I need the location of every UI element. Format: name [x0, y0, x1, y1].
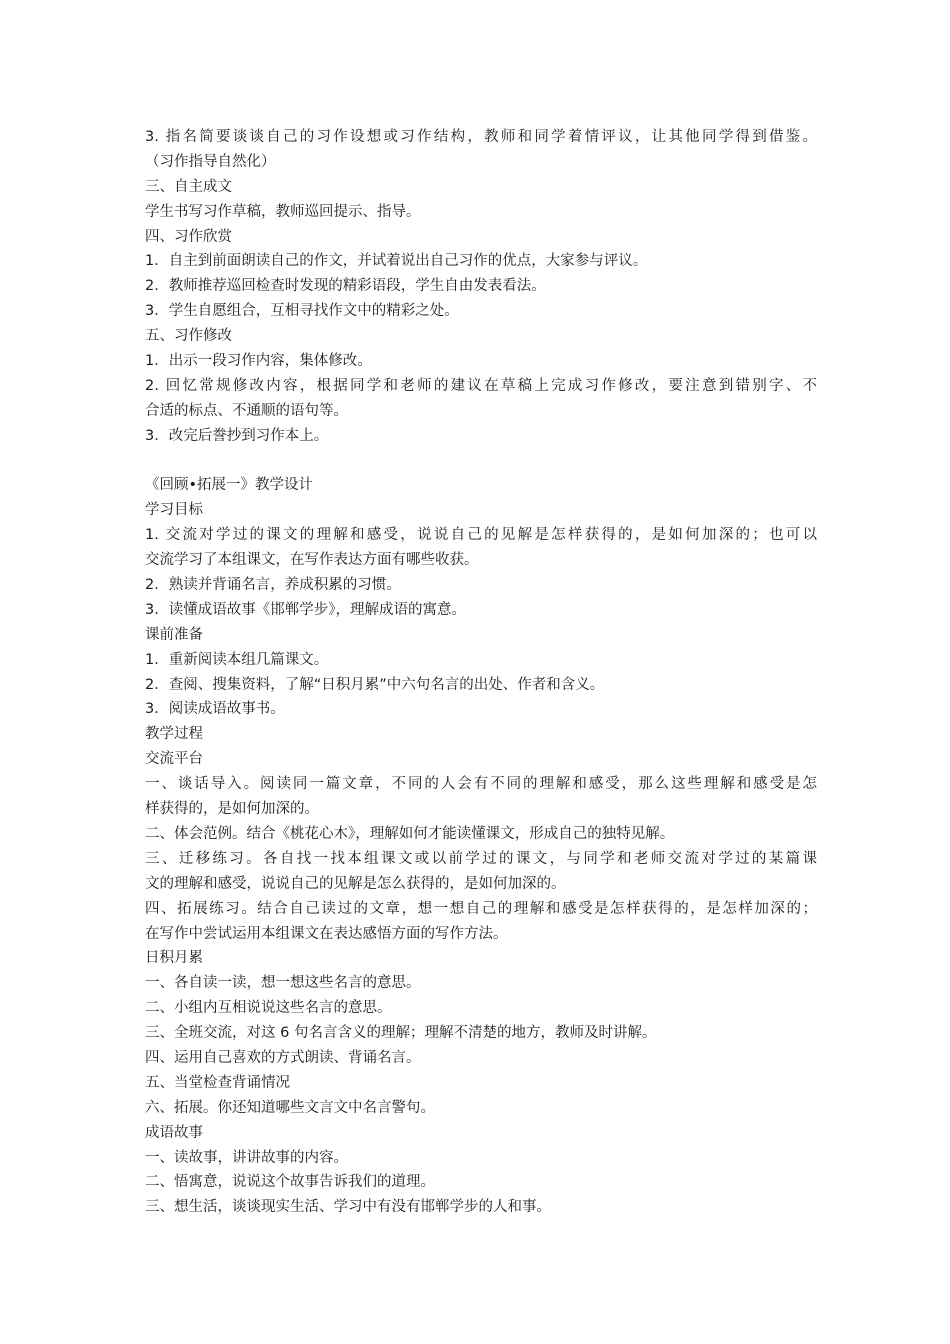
text-line: 合适的标点、不通顺的语句等。: [145, 402, 348, 419]
list-item: 2．熟读并背诵名言，养成积累的习惯。: [145, 577, 401, 594]
list-item: 1．重新阅读本组几篇课文。: [145, 651, 329, 668]
list-item: 六、拓展。你还知道哪些文言文中名言警句。: [145, 1099, 435, 1116]
text-line: 学生书写习作草稿，教师巡回提示、指导。: [145, 203, 421, 220]
list-item: 二、体会范例。结合《桃花心木》，理解如何才能读懂课文，形成自己的独特见解。: [145, 825, 675, 842]
list-item: 1．自主到前面朗读自己的作文，并试着说出自己习作的优点，大家参与评议。: [145, 253, 648, 270]
list-item: 3．阅读成语故事书。: [145, 701, 285, 718]
list-item: 2．查阅、搜集资料，了解“日积月累”中六句名言的出处、作者和含义。: [145, 676, 605, 693]
list-item: 三、想生活，谈谈现实生活、学习中有没有邯郸学步的人和事。: [145, 1199, 551, 1216]
list-item: 1．出示一段习作内容，集体修改。: [145, 353, 372, 370]
text-line: （习作指导自然化）: [145, 153, 276, 170]
list-item: 三、迁移练习。各自找一找本组课文或以前学过的课文，与同学和老师交流对学过的某篇课: [145, 850, 817, 867]
section-heading: 日积月累: [145, 950, 203, 967]
text-line: 交流学习了本组课文，在写作表达方面有哪些收获。: [145, 552, 479, 569]
list-item: 1. 交流对学过的课文的理解和感受，说说自己的见解是怎样获得的，是如何加深的；也可以: [145, 527, 817, 544]
list-item: 一、谈话导入。阅读同一篇文章，不同的人会有不同的理解和感受，那么这些理解和感受是怎: [145, 776, 817, 793]
list-item: 二、小组内互相说说这些名言的意思。: [145, 1000, 392, 1017]
list-item: 3．学生自愿组合，互相寻找作文中的精彩之处。: [145, 303, 459, 320]
list-item: 一、读故事，讲讲故事的内容。: [145, 1149, 348, 1166]
document-title: 《回顾•拓展一》教学设计: [145, 477, 314, 494]
section-heading: 课前准备: [145, 626, 203, 643]
text-line: 样获得的，是如何加深的。: [145, 801, 319, 818]
list-item: 3．改完后誊抄到习作本上。: [145, 427, 329, 444]
section-heading: 教学过程: [145, 726, 203, 743]
section-heading: 成语故事: [145, 1124, 203, 1141]
list-item: 3．读懂成语故事《邯郸学步》，理解成语的寓意。: [145, 601, 466, 618]
text-line: 3. 指名简要谈谈自己的习作设想或习作结构，教师和同学着情评议，让其他同学得到借鉴。: [145, 129, 817, 145]
list-item: 一、各自读一读，想一想这些名言的意思。: [145, 975, 421, 992]
list-item: 四、运用自己喜欢的方式朗读、背诵名言。: [145, 1049, 421, 1066]
section-heading: 学习目标: [145, 502, 203, 519]
list-item: 2．教师推荐巡回检查时发现的精彩语段，学生自由发表看法。: [145, 278, 546, 295]
section-heading: 五、习作修改: [145, 328, 232, 345]
text-line: 文的理解和感受，说说自己的见解是怎么获得的，是如何加深的。: [145, 875, 566, 892]
section-heading: 四、习作欣赏: [145, 228, 232, 245]
document-page: [145, 125, 817, 1220]
list-item: 二、悟寓意，说说这个故事告诉我们的道理。: [145, 1174, 435, 1191]
blank-line: [145, 449, 817, 474]
list-item: 三、全班交流，对这 6 句名言含义的理解；理解不清楚的地方，教师及时讲解。: [145, 1025, 657, 1042]
section-heading: 交流平台: [145, 751, 203, 768]
list-item: 2. 回忆常规修改内容，根据同学和老师的建议在草稿上完成习作修改，要注意到错别字、不: [145, 377, 817, 394]
text-line: 在写作中尝试运用本组课文在表达感悟方面的写作方法。: [145, 925, 508, 942]
list-item: 四、拓展练习。结合自己读过的文章，想一想自己的理解和感受是怎样获得的，是怎样加深的；: [145, 900, 817, 917]
list-item: 五、当堂检查背诵情况: [145, 1074, 290, 1091]
section-heading: 三、自主成文: [145, 178, 232, 195]
